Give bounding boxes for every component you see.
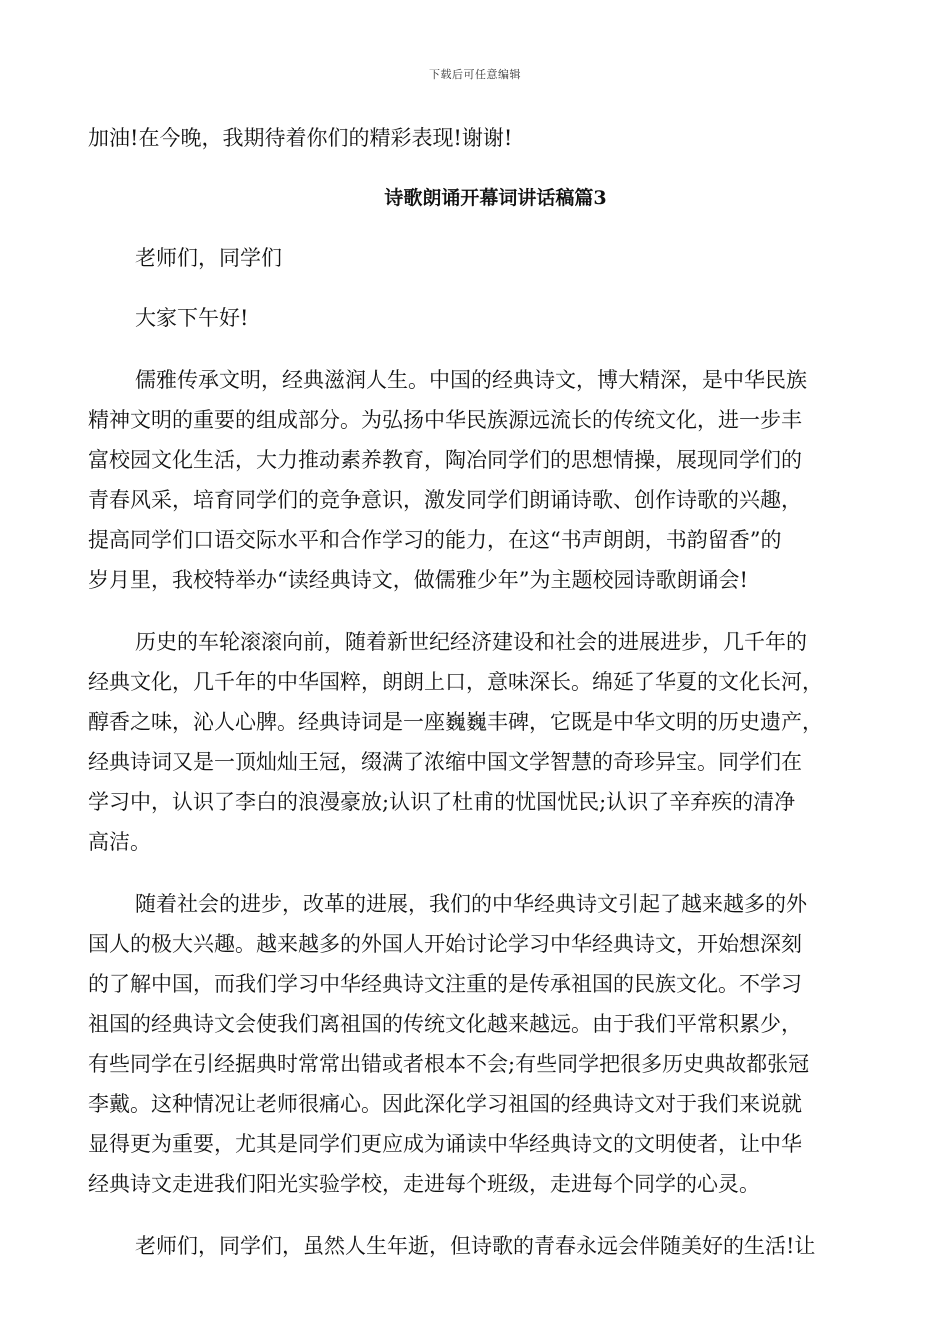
- paragraph-line: 学习中，认识了李白的浪漫豪放;认识了杜甫的忧国忧民;认识了辛弃疾的清净: [88, 790, 796, 814]
- section-title: 诗歌朗诵开幕词讲话稿篇3: [384, 187, 607, 209]
- paragraph-line: 国人的极大兴趣。越来越多的外国人开始讨论学习中华经典诗文，开始想深刻: [88, 932, 802, 956]
- paragraph-line: 精神文明的重要的组成部分。为弘扬中华民族源远流长的传统文化，进一步丰: [88, 408, 802, 432]
- greeting-paragraph: [88, 238, 863, 278]
- salutation-paragraph: [88, 298, 863, 338]
- paragraph-line: 醇香之味，沁人心脾。经典诗词是一座巍巍丰碑，它既是中华文明的历史遗产，: [88, 710, 823, 734]
- paragraph-line: 李戴。这种情况让老师很痛心。因此深化学习祖国的经典诗文对于我们来说就: [88, 1092, 802, 1116]
- paragraph-line: 显得更为重要，尤其是同学们更应成为诵读中华经典诗文的文明使者，让中华: [88, 1132, 802, 1156]
- paragraph-line: 青春风采，培育同学们的竞争意识，激发同学们朗诵诗歌、创作诗歌的兴趣，: [88, 488, 802, 512]
- paragraph-line: 经典诗词又是一顶灿灿王冠，缀满了浓缩中国文学智慧的奇珍异宝。同学们在: [88, 750, 802, 774]
- paragraph-line: 经典诗文走进我们阳光实验学校，走进每个班级，走进每个同学的心灵。: [88, 1172, 760, 1196]
- paragraph-1: [88, 360, 863, 600]
- paragraph-4: [88, 1226, 863, 1266]
- paragraph-line: 有些同学在引经据典时常常出错或者根本不会;有些同学把很多历史典故都张冠: [88, 1052, 810, 1076]
- paragraph-line: 儒雅传承文明，经典滋润人生。中国的经典诗文，博大精深，是中华民族: [135, 368, 807, 392]
- paragraph-2: [88, 622, 863, 862]
- greeting-line: 老师们，同学们: [135, 246, 282, 270]
- paragraph-line: 提高同学们口语交际水平和合作学习的能力，在这“书声朗朗，书韵留香”的: [88, 528, 782, 552]
- page-header: 下载后可任意编辑: [429, 68, 521, 81]
- paragraph-3: [88, 884, 863, 1204]
- paragraph-line: 经典文化，几千年的中华国粹，朗朗上口，意味深长。绵延了华夏的文化长河，: [88, 670, 823, 694]
- paragraph-line: 随着社会的进步，改革的进展，我们的中华经典诗文引起了越来越多的外: [135, 892, 807, 916]
- paragraph-line: 历史的车轮滚滚向前，随着新世纪经济建设和社会的进展进步，几千年的: [135, 630, 807, 654]
- paragraph-line: 的了解中国，而我们学习中华经典诗文注重的是传承祖国的民族文化。不学习: [88, 972, 802, 996]
- intro-line: 加油!在今晚，我期待着你们的精彩表现!谢谢!: [88, 126, 513, 150]
- paragraph-line: 老师们，同学们，虽然人生年逝，但诗歌的青春永远会伴随美好的生活!让: [135, 1234, 816, 1258]
- salutation-line: 大家下午好!: [135, 306, 249, 330]
- paragraph-line: 高洁。: [88, 830, 151, 854]
- document-body: [88, 118, 863, 1266]
- paragraph-line: 富校园文化生活，大力推动素养教育，陶冶同学们的思想情操，展现同学们的: [88, 448, 802, 472]
- paragraph-line: 祖国的经典诗文会使我们离祖国的传统文化越来越远。由于我们平常积累少，: [88, 1012, 802, 1036]
- paragraph-line: 岁月里，我校特举办“读经典诗文，做儒雅少年”为主题校园诗歌朗诵会!: [88, 568, 748, 592]
